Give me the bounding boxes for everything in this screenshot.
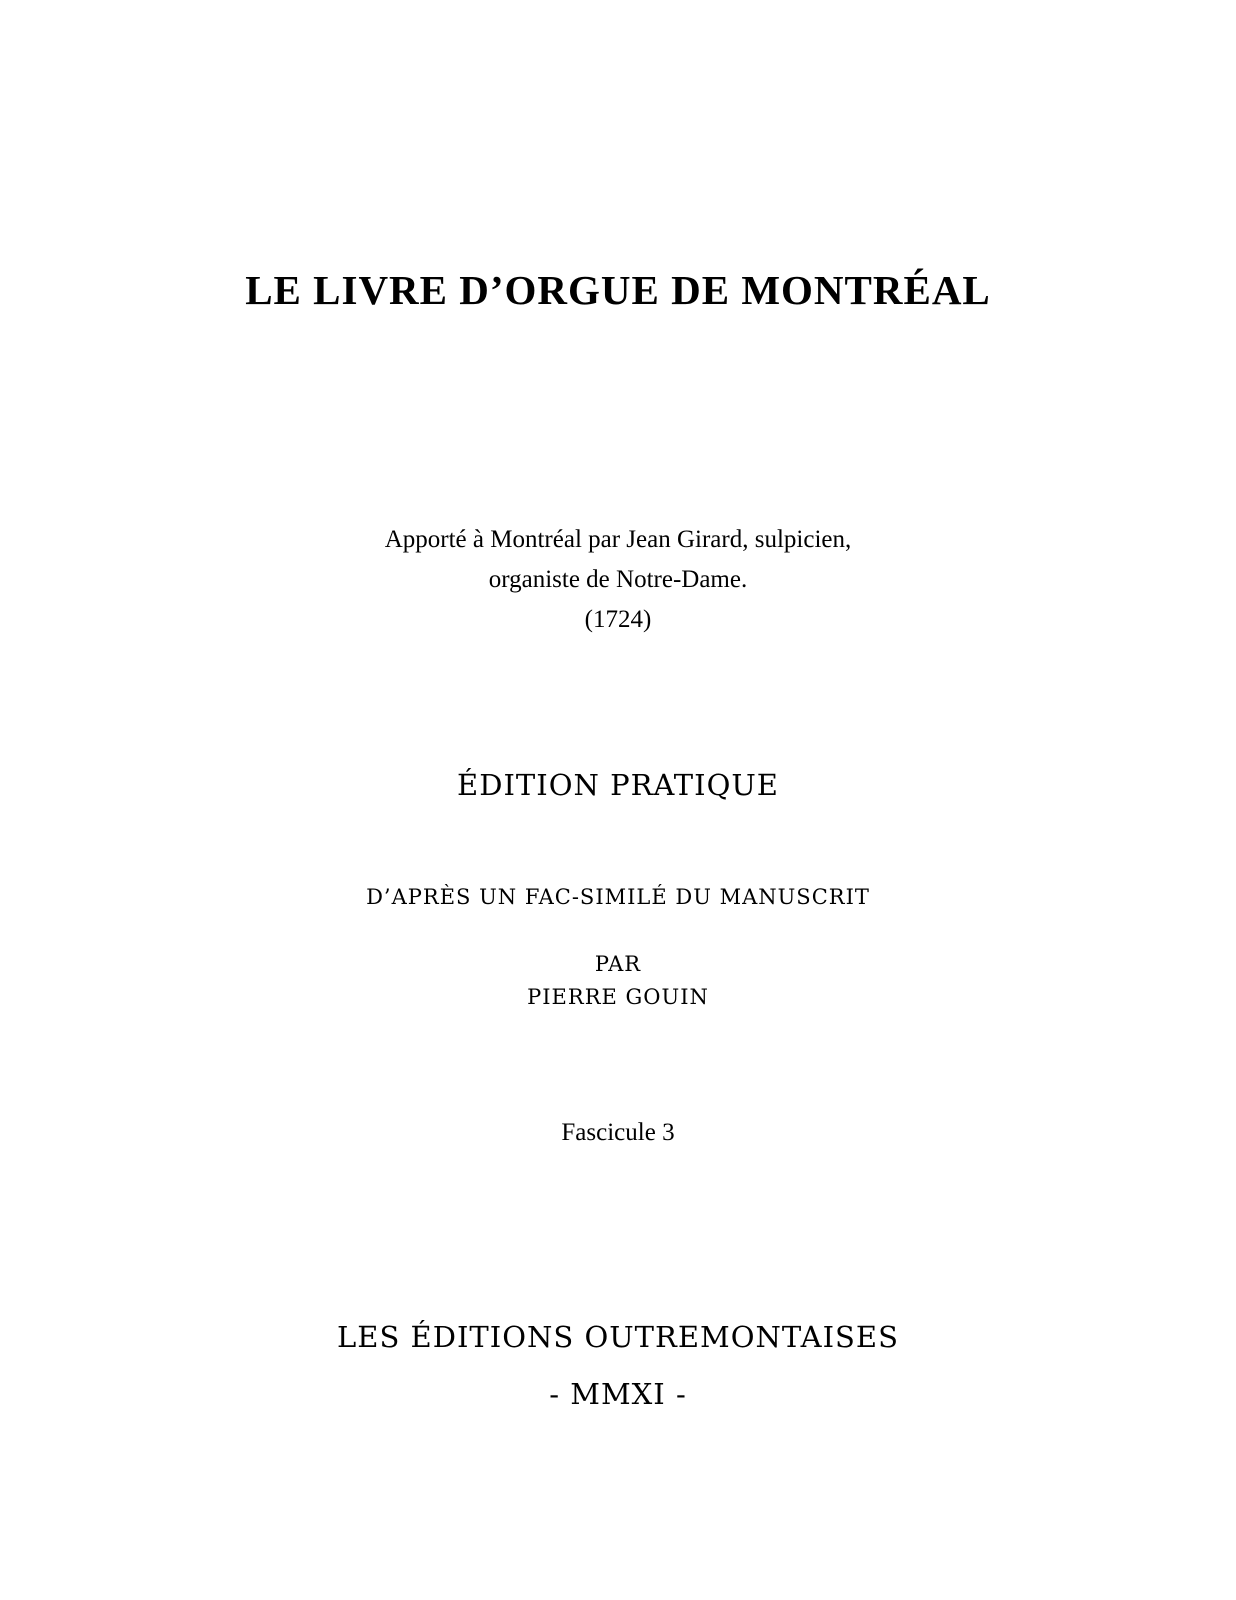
fascicule-number: Fascicule 3: [561, 1119, 675, 1146]
source-note: D’APRÈS UN FAC-SIMILÉ DU MANUSCRIT: [366, 885, 870, 909]
provenance-block: [0, 520, 1236, 640]
provenance-line-2: organiste de Notre-Dame.: [488, 566, 748, 593]
book-title: LE LIVRE D’ORGUE DE MONTRÉAL: [245, 267, 991, 313]
provenance-year: (1724): [584, 606, 652, 633]
provenance-line-1: Apporté à Montréal par Jean Girard, sulpicien,: [384, 526, 852, 553]
publisher-name: LES ÉDITIONS OUTREMONTAISES: [337, 1320, 899, 1354]
author-name: PIERRE GOUIN: [527, 985, 709, 1009]
by-label: PAR: [594, 952, 642, 976]
publication-year: - MMXI -: [549, 1377, 687, 1411]
edition-heading: ÉDITION PRATIQUE: [457, 768, 779, 802]
